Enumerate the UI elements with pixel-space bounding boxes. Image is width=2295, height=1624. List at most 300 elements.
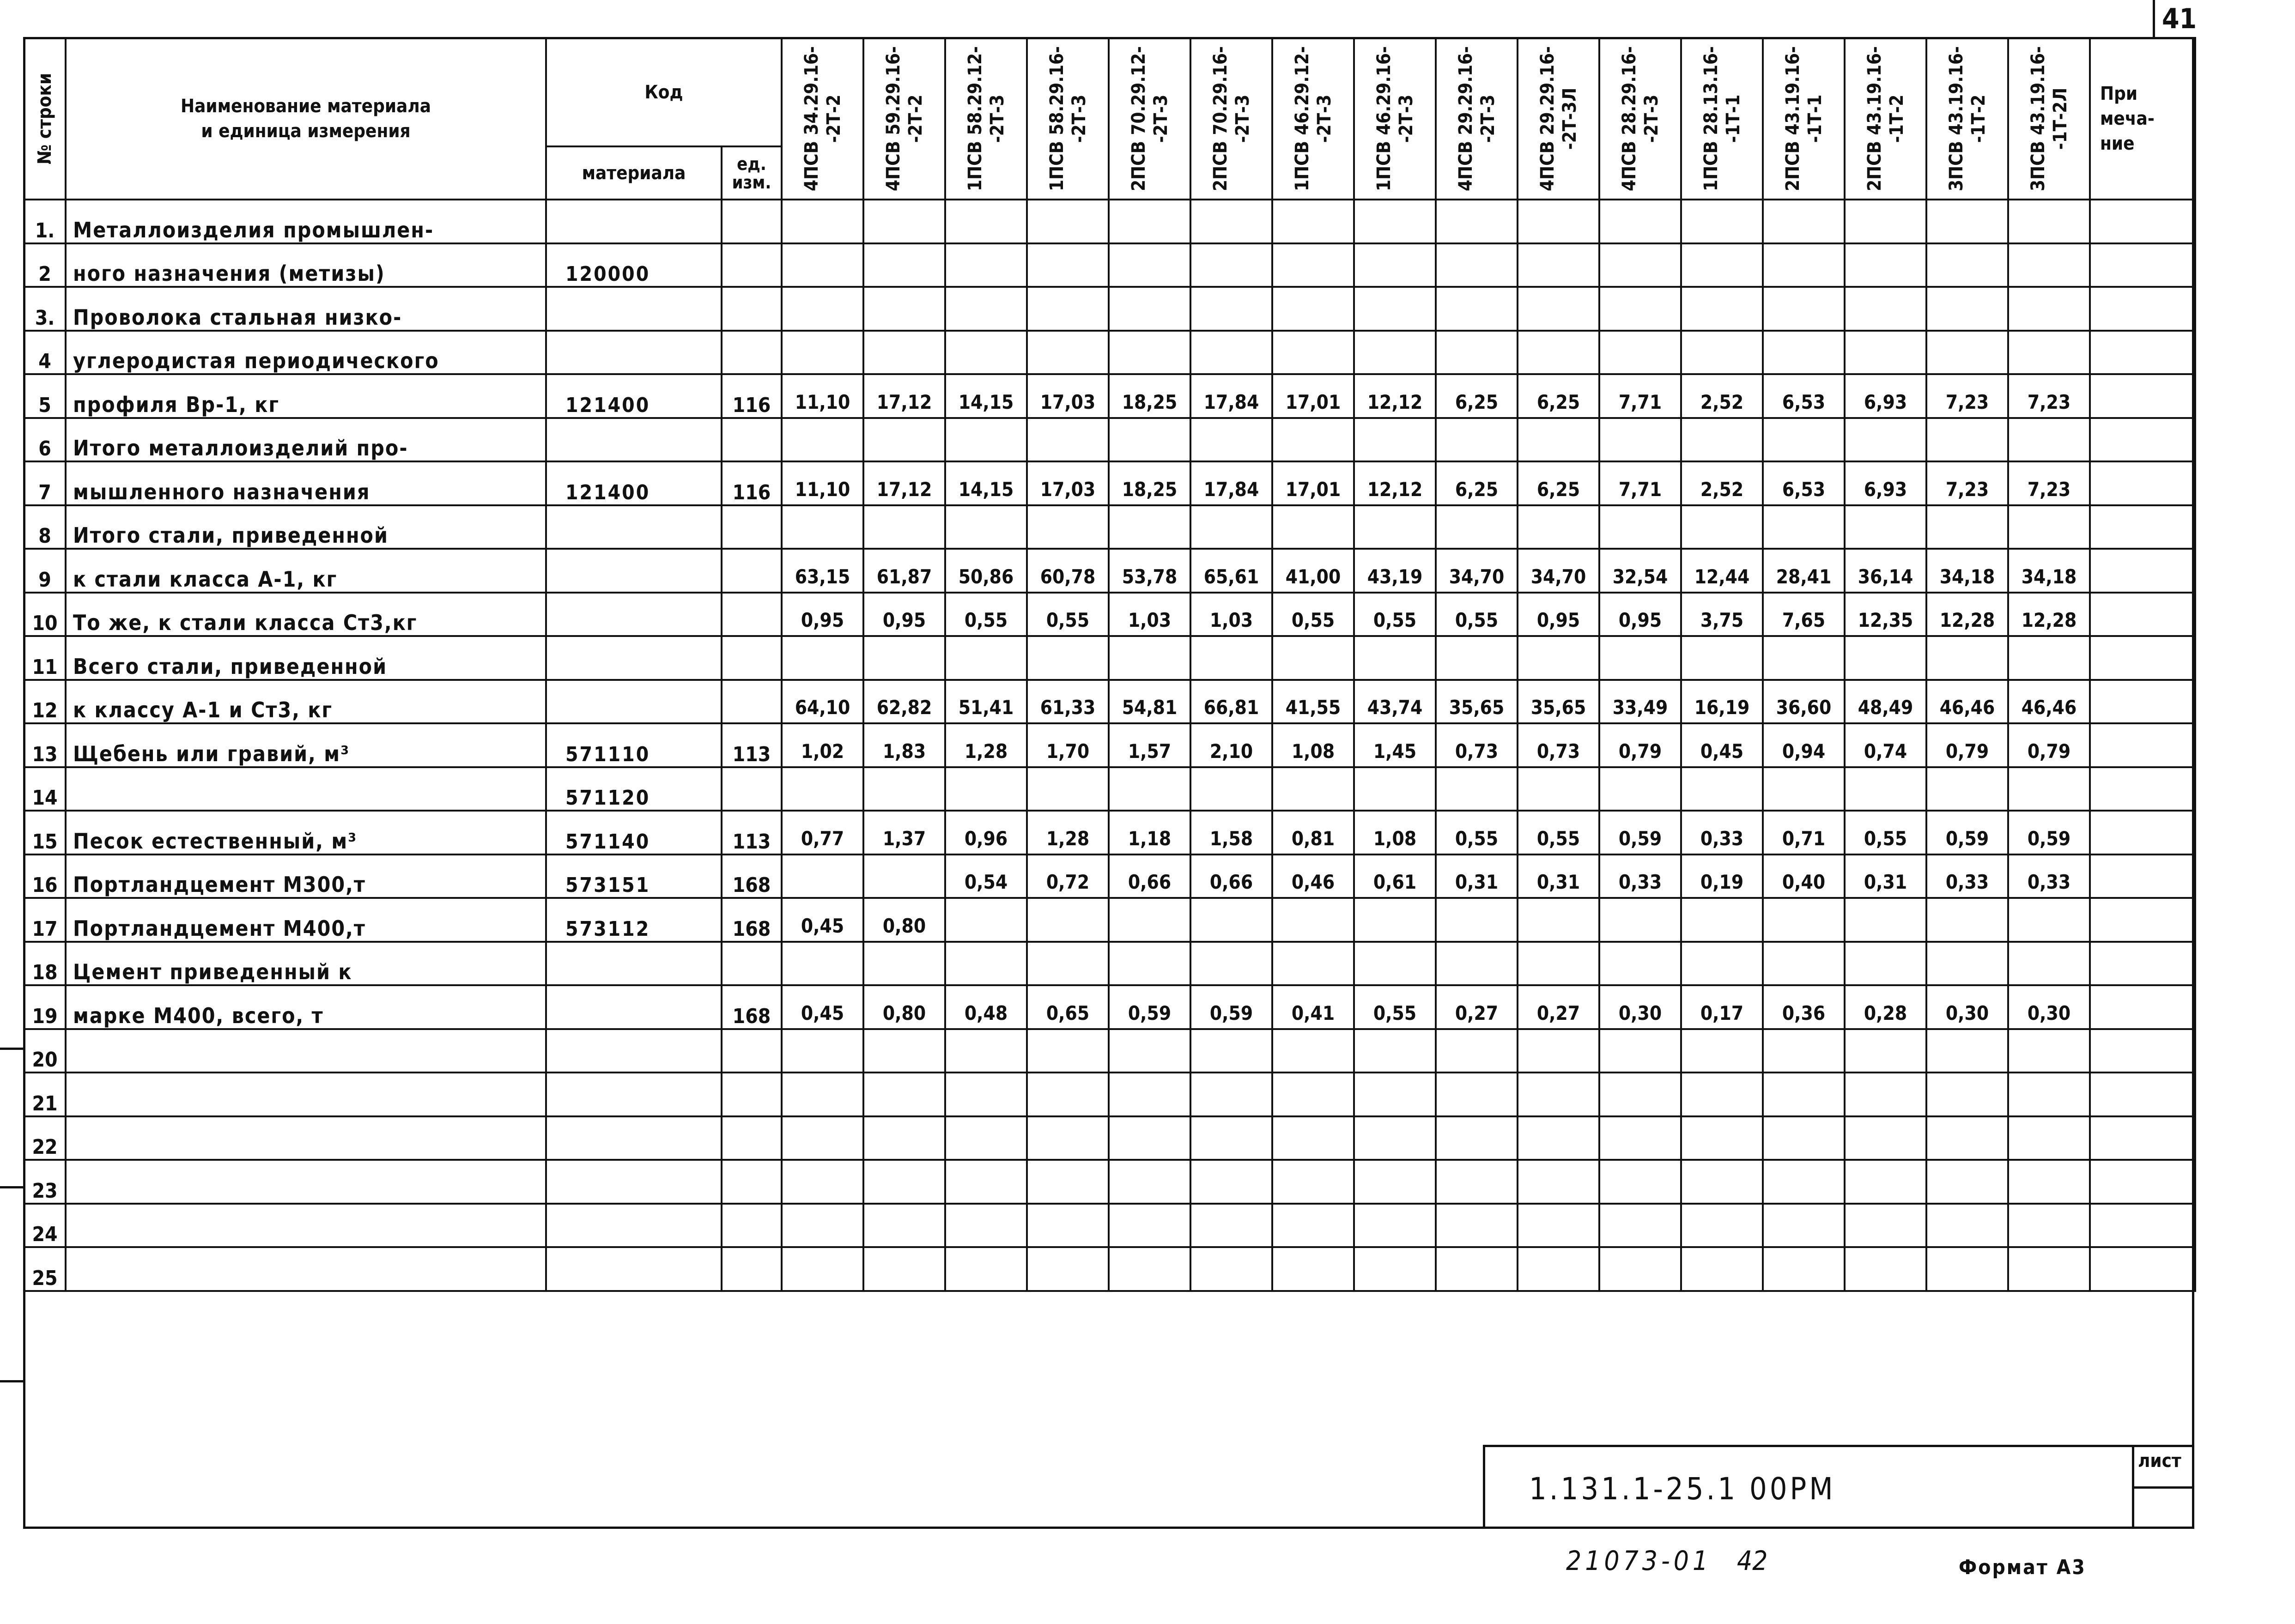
value-cell — [782, 1073, 863, 1116]
table-row — [24, 942, 2195, 986]
value-cell — [1436, 1204, 1518, 1248]
value-cell: 0,55 — [1436, 811, 1518, 854]
value-cell: 2,52 — [1681, 374, 1763, 418]
value-cell — [945, 243, 1027, 287]
row-number: 3. — [24, 287, 66, 331]
value-cell: 0,79 — [2008, 723, 2090, 767]
value-cell — [1272, 1204, 1354, 1248]
value-cell: 0,95 — [1599, 593, 1681, 636]
value-cell — [863, 200, 945, 243]
value-cell — [1354, 243, 1436, 287]
value-cell: 7,65 — [1763, 593, 1845, 636]
value-cell — [1027, 200, 1109, 243]
value-cell — [1354, 1204, 1436, 1248]
note-cell — [2090, 287, 2195, 331]
header-product-col — [1763, 38, 1845, 200]
value-cell: 6,25 — [1518, 461, 1599, 505]
header-product-col — [1518, 38, 1599, 200]
table-row — [24, 1204, 2195, 1248]
material-name: Всего стали, приведенной — [66, 636, 546, 680]
table-row — [24, 723, 2195, 767]
material-name: к классу А-1 и Ст3, кг — [66, 680, 546, 724]
value-cell — [1027, 331, 1109, 375]
unit-code — [722, 942, 782, 986]
table-row — [24, 1029, 2195, 1073]
value-cell — [1926, 1247, 2008, 1291]
header-product-col — [1436, 38, 1518, 200]
value-cell — [1354, 898, 1436, 942]
value-cell — [1436, 331, 1518, 375]
note-cell — [2090, 505, 2195, 549]
material-code — [546, 1029, 722, 1073]
value-cell — [1436, 1160, 1518, 1204]
page-corner-mark — [2153, 0, 2155, 37]
note-cell — [2090, 1204, 2195, 1248]
value-cell: 0,55 — [1272, 593, 1354, 636]
material-code — [546, 287, 722, 331]
value-cell — [1109, 505, 1190, 549]
value-cell: 16,19 — [1681, 680, 1763, 724]
value-cell — [1027, 505, 1109, 549]
note-cell — [2090, 200, 2195, 243]
value-cell — [1763, 1160, 1845, 1204]
value-cell — [2008, 200, 2090, 243]
value-cell: 1,70 — [1027, 723, 1109, 767]
value-cell — [1926, 200, 2008, 243]
note-cell — [2090, 549, 2195, 593]
value-cell: 36,60 — [1763, 680, 1845, 724]
value-cell — [945, 1029, 1027, 1073]
note-cell — [2090, 985, 2195, 1029]
value-cell — [1027, 1204, 1109, 1248]
value-cell: 0,66 — [1190, 854, 1272, 898]
value-cell: 17,01 — [1272, 374, 1354, 418]
value-cell — [1027, 1073, 1109, 1116]
value-cell — [1926, 243, 2008, 287]
value-cell — [1190, 505, 1272, 549]
value-cell — [1763, 636, 1845, 680]
value-cell: 0,61 — [1354, 854, 1436, 898]
material-name — [66, 1247, 546, 1291]
value-cell — [782, 942, 863, 986]
row-number: 2 — [24, 243, 66, 287]
value-cell — [1763, 1029, 1845, 1073]
value-cell — [1681, 1116, 1763, 1160]
value-cell — [1926, 505, 2008, 549]
note-cell — [2090, 898, 2195, 942]
value-cell — [1681, 942, 1763, 986]
value-cell: 12,12 — [1354, 374, 1436, 418]
value-cell: 0,41 — [1272, 985, 1354, 1029]
material-code: 573112 — [546, 898, 722, 942]
value-cell — [1190, 1204, 1272, 1248]
value-cell: 0,96 — [945, 811, 1027, 854]
spec-table — [23, 37, 2196, 1292]
value-cell: 6,25 — [1436, 461, 1518, 505]
note-cell — [2090, 1116, 2195, 1160]
value-cell — [2008, 1204, 2090, 1248]
value-cell — [1027, 1029, 1109, 1073]
unit-code: 116 — [722, 461, 782, 505]
value-cell — [945, 898, 1027, 942]
material-name: Портландцемент М300,т — [66, 854, 546, 898]
value-cell — [1354, 505, 1436, 549]
value-cell: 1,18 — [1109, 811, 1190, 854]
header-product-col — [1027, 38, 1109, 200]
value-cell — [1518, 1160, 1599, 1204]
value-cell — [1272, 1073, 1354, 1116]
value-cell: 7,23 — [2008, 374, 2090, 418]
value-cell — [1518, 1247, 1599, 1291]
value-cell — [1272, 331, 1354, 375]
value-cell — [1027, 1247, 1109, 1291]
value-cell: 11,10 — [782, 461, 863, 505]
header-vertical-label: 2ПСВ 70.29.16- -2Т-3 — [1209, 46, 1253, 192]
value-cell — [1190, 767, 1272, 811]
value-cell — [1518, 898, 1599, 942]
value-cell — [782, 1204, 863, 1248]
value-cell: 17,03 — [1027, 374, 1109, 418]
value-cell: 7,71 — [1599, 374, 1681, 418]
value-cell: 1,58 — [1190, 811, 1272, 854]
row-number: 16 — [24, 854, 66, 898]
value-cell — [1109, 1116, 1190, 1160]
value-cell — [1845, 418, 1926, 462]
material-code — [546, 680, 722, 724]
value-cell: 66,81 — [1190, 680, 1272, 724]
value-cell — [1436, 1073, 1518, 1116]
value-cell — [863, 854, 945, 898]
value-cell — [1518, 287, 1599, 331]
value-cell: 51,41 — [945, 680, 1027, 724]
unit-code — [722, 418, 782, 462]
note-cell — [2090, 680, 2195, 724]
unit-code — [722, 331, 782, 375]
material-name — [66, 1160, 546, 1204]
value-cell: 11,10 — [782, 374, 863, 418]
value-cell — [1845, 1204, 1926, 1248]
value-cell: 46,46 — [2008, 680, 2090, 724]
value-cell — [1190, 1116, 1272, 1160]
unit-code — [722, 1247, 782, 1291]
unit-code — [722, 1116, 782, 1160]
value-cell — [1599, 898, 1681, 942]
value-cell — [782, 200, 863, 243]
note-cell — [2090, 593, 2195, 636]
value-cell — [1926, 942, 2008, 986]
value-cell: 6,25 — [1518, 374, 1599, 418]
value-cell — [1599, 1204, 1681, 1248]
value-cell — [1027, 942, 1109, 986]
value-cell: 43,19 — [1354, 549, 1436, 593]
header-vertical-label: 1ПСВ 28.13.16- -1Т-1 — [1700, 46, 1744, 192]
value-cell: 12,12 — [1354, 461, 1436, 505]
value-cell: 0,33 — [1681, 811, 1763, 854]
row-number: 1. — [24, 200, 66, 243]
value-cell — [1845, 200, 1926, 243]
value-cell — [1272, 1247, 1354, 1291]
value-cell — [1190, 1247, 1272, 1291]
material-code — [546, 418, 722, 462]
header-vertical-label: 3ПСВ 43.19.16- -1Т-2 — [1945, 46, 1989, 192]
material-name: То же, к стали класса Ст3,кг — [66, 593, 546, 636]
value-cell: 0,80 — [863, 898, 945, 942]
table-row — [24, 680, 2195, 724]
value-cell — [1518, 331, 1599, 375]
header-product-col — [1681, 38, 1763, 200]
value-cell — [782, 767, 863, 811]
value-cell — [1354, 1029, 1436, 1073]
value-cell: 54,81 — [1109, 680, 1190, 724]
value-cell — [1599, 200, 1681, 243]
material-name: Металлоизделия промышлен- — [66, 200, 546, 243]
binding-tick — [0, 1380, 23, 1382]
value-cell: 36,14 — [1845, 549, 1926, 593]
value-cell: 60,78 — [1027, 549, 1109, 593]
note-cell — [2090, 1073, 2195, 1116]
header-product-col — [1109, 38, 1190, 200]
value-cell: 0,27 — [1436, 985, 1518, 1029]
value-cell — [1190, 200, 1272, 243]
table-row — [24, 811, 2195, 854]
value-cell: 0,45 — [782, 898, 863, 942]
value-cell: 0,55 — [1518, 811, 1599, 854]
header-vertical-label: 4ПСВ 29.29.16- -2Т-3Л — [1536, 46, 1580, 192]
value-cell — [945, 1204, 1027, 1248]
value-cell — [2008, 942, 2090, 986]
value-cell — [1190, 331, 1272, 375]
value-cell — [1518, 767, 1599, 811]
material-name: мышленного назначения — [66, 461, 546, 505]
value-cell — [1272, 418, 1354, 462]
value-cell — [2008, 898, 2090, 942]
unit-code — [722, 287, 782, 331]
value-cell — [863, 1204, 945, 1248]
note-cell — [2090, 811, 2195, 854]
header-vertical-label: 2ПСВ 70.29.12- -2Т-3 — [1128, 46, 1172, 192]
header-product-col — [2008, 38, 2090, 200]
row-number: 15 — [24, 811, 66, 854]
document-code: 1.131.1-25.1 00РМ — [1529, 1471, 1836, 1507]
value-cell — [1845, 287, 1926, 331]
value-cell: 17,01 — [1272, 461, 1354, 505]
unit-code — [722, 1204, 782, 1248]
value-cell: 0,77 — [782, 811, 863, 854]
value-cell — [1354, 1160, 1436, 1204]
value-cell — [863, 331, 945, 375]
value-cell — [945, 505, 1027, 549]
value-cell: 41,00 — [1272, 549, 1354, 593]
table-row — [24, 1116, 2195, 1160]
value-cell — [1845, 505, 1926, 549]
value-cell — [1109, 1029, 1190, 1073]
header-product-col — [863, 38, 945, 200]
value-cell — [1681, 200, 1763, 243]
value-cell: 0,45 — [782, 985, 863, 1029]
row-number: 24 — [24, 1204, 66, 1248]
value-cell: 0,66 — [1109, 854, 1190, 898]
value-cell: 1,08 — [1354, 811, 1436, 854]
value-cell — [1272, 898, 1354, 942]
material-code: 571140 — [546, 811, 722, 854]
value-cell: 1,37 — [863, 811, 945, 854]
table-row — [24, 898, 2195, 942]
unit-code — [722, 549, 782, 593]
table-row — [24, 287, 2195, 331]
value-cell: 1,57 — [1109, 723, 1190, 767]
value-cell: 63,15 — [782, 549, 863, 593]
material-code — [546, 1160, 722, 1204]
value-cell — [863, 767, 945, 811]
unit-code: 168 — [722, 898, 782, 942]
value-cell: 7,23 — [1926, 461, 2008, 505]
value-cell — [1599, 505, 1681, 549]
value-cell — [782, 1029, 863, 1073]
header-product-col — [1354, 38, 1436, 200]
value-cell — [2008, 636, 2090, 680]
value-cell: 0,80 — [863, 985, 945, 1029]
row-number: 12 — [24, 680, 66, 724]
value-cell — [1681, 767, 1763, 811]
value-cell: 7,71 — [1599, 461, 1681, 505]
value-cell: 18,25 — [1109, 374, 1190, 418]
value-cell: 0,59 — [2008, 811, 2090, 854]
value-cell — [1190, 287, 1272, 331]
value-cell — [1109, 1160, 1190, 1204]
value-cell — [1763, 942, 1845, 986]
value-cell — [1190, 1160, 1272, 1204]
value-cell — [1926, 898, 2008, 942]
value-cell — [863, 1029, 945, 1073]
value-cell — [1436, 636, 1518, 680]
value-cell — [1436, 505, 1518, 549]
value-cell: 0,27 — [1518, 985, 1599, 1029]
material-code — [546, 549, 722, 593]
binding-tick — [0, 1048, 23, 1050]
value-cell — [1681, 243, 1763, 287]
sheet-label: лист — [2138, 1450, 2181, 1472]
material-code — [546, 593, 722, 636]
value-cell: 0,55 — [1354, 985, 1436, 1029]
archive-number: 21073-01 — [1566, 1545, 1712, 1576]
header-vertical-label: 1ПСВ 58.29.16- -2Т-3 — [1046, 46, 1090, 192]
value-cell — [1926, 1204, 2008, 1248]
value-cell — [1681, 331, 1763, 375]
value-cell — [1845, 1247, 1926, 1291]
value-cell: 0,33 — [1599, 854, 1681, 898]
note-cell — [2090, 374, 2195, 418]
value-cell: 0,72 — [1027, 854, 1109, 898]
header-product-col — [782, 38, 863, 200]
material-name: Песок естественный, м³ — [66, 811, 546, 854]
value-cell: 1,02 — [782, 723, 863, 767]
value-cell — [1926, 636, 2008, 680]
note-cell — [2090, 723, 2195, 767]
value-cell: 12,28 — [2008, 593, 2090, 636]
value-cell: 34,18 — [1926, 549, 2008, 593]
value-cell — [1272, 1160, 1354, 1204]
value-cell: 1,28 — [1027, 811, 1109, 854]
value-cell — [1926, 767, 2008, 811]
value-cell: 0,81 — [1272, 811, 1354, 854]
value-cell — [1190, 636, 1272, 680]
header-vertical-label: № строки — [34, 73, 55, 165]
header-vertical-label: 1ПСВ 58.29.12- -2Т-3 — [964, 46, 1008, 192]
value-cell — [782, 505, 863, 549]
material-code — [546, 1204, 722, 1248]
value-cell — [945, 1116, 1027, 1160]
table-row — [24, 505, 2195, 549]
value-cell: 0,55 — [1354, 593, 1436, 636]
value-cell — [1027, 243, 1109, 287]
value-cell — [1763, 331, 1845, 375]
unit-code — [722, 243, 782, 287]
header-row-number — [24, 38, 66, 200]
value-cell: 0,48 — [945, 985, 1027, 1029]
value-cell: 0,55 — [1436, 593, 1518, 636]
table-row — [24, 331, 2195, 375]
value-cell — [945, 1073, 1027, 1116]
value-cell — [1681, 287, 1763, 331]
value-cell — [1190, 243, 1272, 287]
value-cell: 0,73 — [1436, 723, 1518, 767]
value-cell — [2008, 505, 2090, 549]
value-cell: 2,52 — [1681, 461, 1763, 505]
note-cell — [2090, 854, 2195, 898]
value-cell: 0,55 — [945, 593, 1027, 636]
value-cell — [1599, 767, 1681, 811]
value-cell — [1027, 287, 1109, 331]
value-cell — [1354, 418, 1436, 462]
value-cell — [1436, 1247, 1518, 1291]
value-cell: 0,28 — [1845, 985, 1926, 1029]
value-cell: 0,36 — [1763, 985, 1845, 1029]
header-note: При меча- ние — [2090, 38, 2195, 200]
value-cell: 6,93 — [1845, 374, 1926, 418]
value-cell — [1926, 1073, 2008, 1116]
value-cell — [782, 854, 863, 898]
value-cell — [1272, 942, 1354, 986]
note-cell — [2090, 243, 2195, 287]
row-number: 23 — [24, 1160, 66, 1204]
value-cell: 34,70 — [1518, 549, 1599, 593]
value-cell — [1926, 418, 2008, 462]
value-cell — [1109, 898, 1190, 942]
table-row — [24, 418, 2195, 462]
value-cell — [1926, 331, 2008, 375]
value-cell — [1681, 1029, 1763, 1073]
value-cell — [1763, 1204, 1845, 1248]
header-vertical-label: 2ПСВ 43.19.16- -1Т-1 — [1782, 46, 1826, 192]
value-cell: 0,31 — [1436, 854, 1518, 898]
value-cell — [1599, 1160, 1681, 1204]
table-row — [24, 593, 2195, 636]
value-cell — [1518, 1073, 1599, 1116]
value-cell: 12,44 — [1681, 549, 1763, 593]
material-name: к стали класса А-1, кг — [66, 549, 546, 593]
value-cell — [1518, 1116, 1599, 1160]
table-row — [24, 374, 2195, 418]
value-cell — [1027, 418, 1109, 462]
value-cell — [945, 331, 1027, 375]
value-cell — [1190, 898, 1272, 942]
value-cell: 2,10 — [1190, 723, 1272, 767]
material-code — [546, 505, 722, 549]
value-cell — [1763, 418, 1845, 462]
value-cell — [1845, 331, 1926, 375]
value-cell: 48,49 — [1845, 680, 1926, 724]
unit-code — [722, 1029, 782, 1073]
